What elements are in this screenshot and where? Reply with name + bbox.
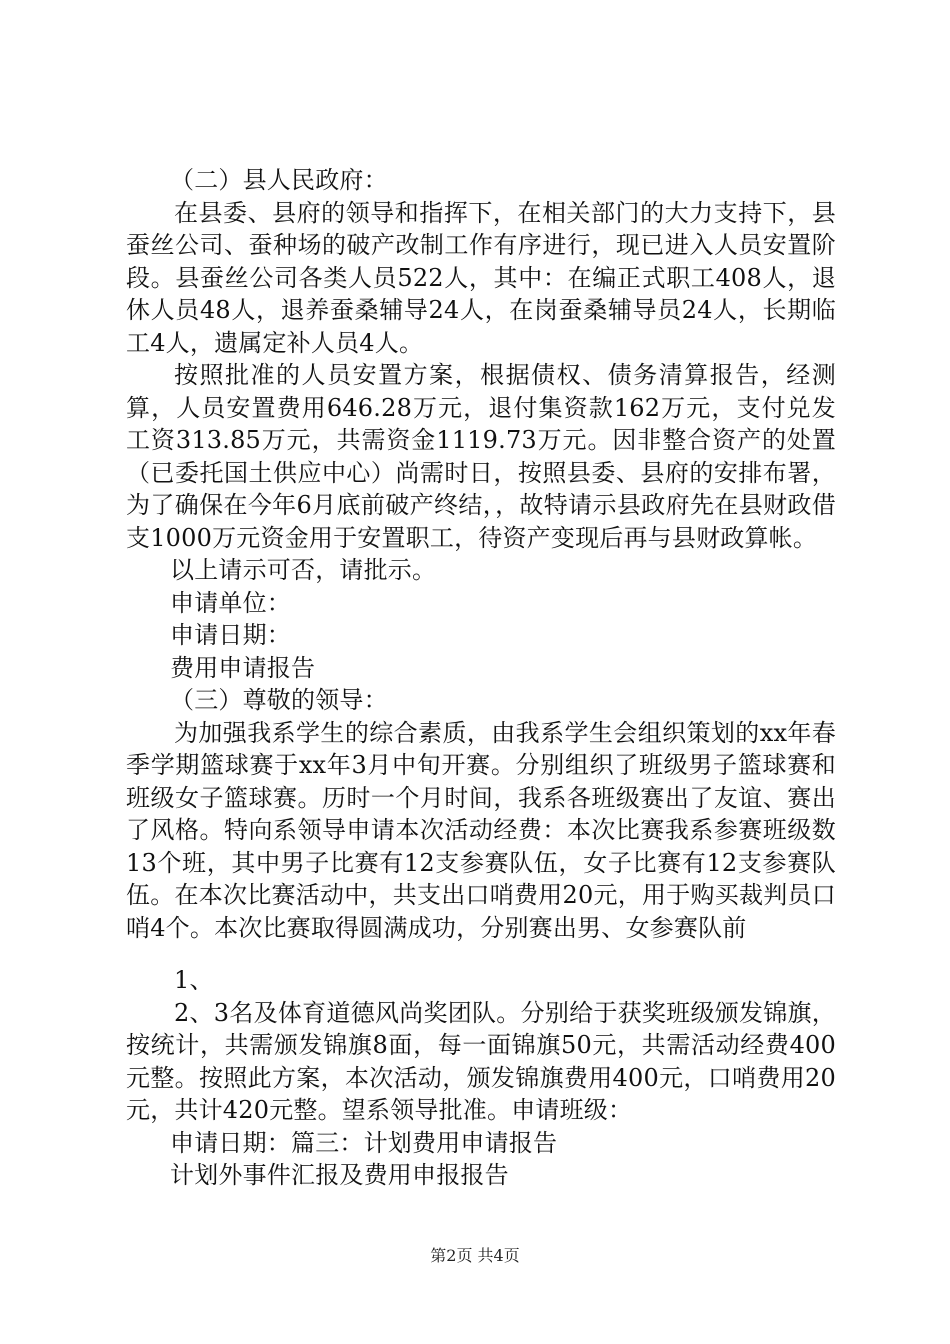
application-date-label: 申请日期：: [170, 621, 291, 649]
paragraph-basketball-tournament: 为加强我系学生的综合素质，由我系学生会组织策划的xx年春季学期篮球赛于xx年3月中旬开赛。分别组织了班级男子篮球赛和班级女子篮球赛。历时一个月时间，我系各班级赛出了友谊、赛出了风格。特向系领导申请本次活动经费：本次比赛我系参赛班级数13个班，其中男子比赛有12支参赛队伍，女子比赛有12支参赛队伍。在本次比赛活动中，共支出口哨费用20元，用于购买裁判员口哨4个。本次比赛取得圆满成功，分别赛出男、女参赛队前: [126, 718, 836, 942]
document-body: [126, 164, 836, 1192]
paragraph-approval-request: 以上请示可否，请批示。: [170, 556, 437, 584]
paragraph-silk-company-status: 在县委、县府的领导和指挥下，在相关部门的大力支持下，县蚕丝公司、蚕种场的破产改制工作有序进行，现已进入人员安置阶段。县蚕丝公司各类人员522人，其中：在编正式职工408人，退休人员48人，退养蚕桑辅导24人，在岗蚕桑辅导员24人，长期临工4人，遗属定补人员4人。: [126, 198, 836, 357]
paragraph-funding-request: 按照批准的人员安置方案，根据债权、债务清算报告，经测算，人员安置费用646.28万元，退付集资款162万元，支付兑发工资313.85万元，共需资金1119.73万元。因非整合资产的处置（已委托国土供应中心）尚需时日，按照县委、县府的安排布署，为了确保在今年6月底前破产终结，，故特请示县政府先在县财政借支1000万元资金用于安置职工，待资产变现后再与县财政算帐。: [126, 361, 836, 552]
section-heading-dear-leaders: （三）尊敬的领导：: [170, 686, 388, 714]
report-title-expense-application: 费用申请报告: [170, 653, 316, 682]
applicant-unit-label: 申请单位：: [170, 588, 291, 617]
list-marker-one: 1、: [174, 966, 214, 994]
report-title-unplanned-events: 计划外事件汇报及费用申报报告: [170, 1161, 509, 1189]
page-footer: 第2页 共4页: [430, 1246, 520, 1265]
section-heading-county-government: （二）县人民政府：: [170, 166, 388, 194]
paragraph-award-budget: 2、3名及体育道德风尚奖团队。分别给于获奖班级颁发锦旗，按统计，共需颁发锦旗8面，每一面锦旗50元，共需活动经费400元整。按照此方案，本次活动，颁发锦旗费用400元，口哨费用20元，共计420元整。望系领导批准。申请班级：: [126, 998, 836, 1124]
application-date-section-three: 申请日期：篇三：计划费用申请报告: [170, 1128, 558, 1157]
